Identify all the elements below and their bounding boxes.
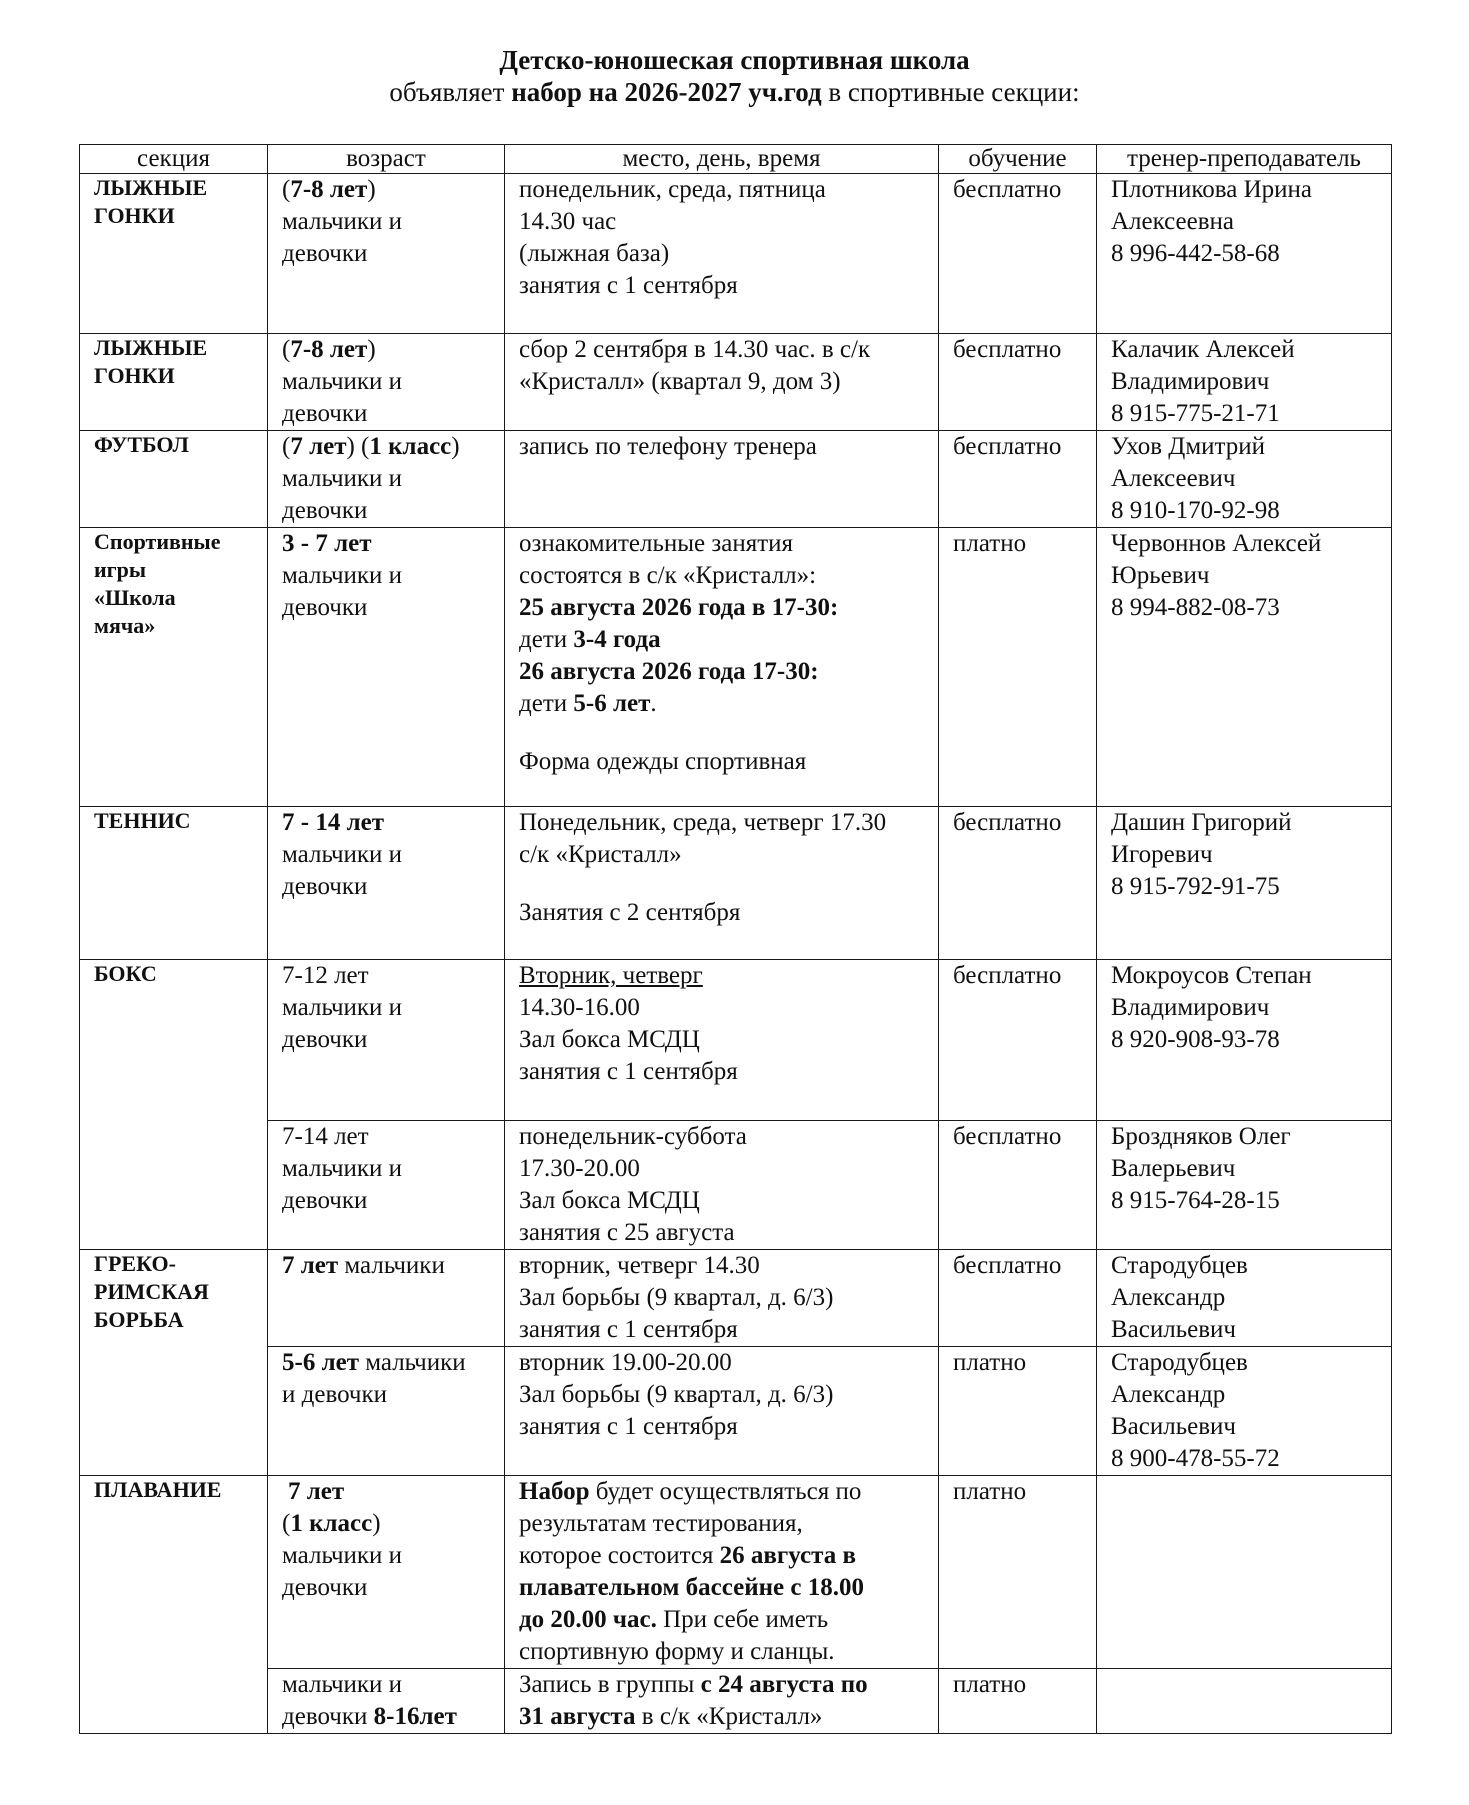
header-coach: тренер-преподаватель: [1097, 145, 1392, 174]
table-row: [80, 807, 1392, 960]
section-cell: ГРЕКО- РИМСКАЯ БОРЬБА: [80, 1250, 268, 1476]
coach-cell: [1097, 1669, 1392, 1734]
announcement-heading: [0, 44, 1469, 108]
school-title: Детско-юношеская спортивная школа: [499, 45, 970, 75]
place-cell: Вторник, четверг 14.30-16.00 Зал бокса МСДЦ занятия с 1 сентября: [505, 960, 939, 1121]
fee-cell: платно: [939, 528, 1097, 807]
age-cell: 7-14 лет мальчики и девочки: [268, 1121, 505, 1250]
fee-cell: бесплатно: [939, 807, 1097, 960]
section-cell: ТЕННИС: [80, 807, 268, 960]
fee-cell: бесплатно: [939, 1250, 1097, 1347]
section-cell: ЛЫЖНЫЕ ГОНКИ: [80, 174, 268, 334]
sections-table: [79, 144, 1392, 1734]
fee-cell: платно: [939, 1669, 1097, 1734]
age-cell: (7-8 лет) мальчики и девочки: [268, 334, 505, 431]
section-cell: ПЛАВАНИЕ: [80, 1476, 268, 1734]
fee-cell: платно: [939, 1476, 1097, 1669]
header-fee: обучение: [939, 145, 1097, 174]
age-cell: (7 лет) (1 класс) мальчики и девочки: [268, 431, 505, 528]
table-row: [80, 1121, 1392, 1250]
header-section: секция: [80, 145, 268, 174]
table-row: [80, 334, 1392, 431]
place-cell: Понедельник, среда, четверг 17.30 с/к «Кристалл» Занятия с 2 сентября: [505, 807, 939, 960]
section-cell: ЛЫЖНЫЕ ГОНКИ: [80, 334, 268, 431]
place-cell: Запись в группы с 24 августа по 31 августа в с/к «Кристалл»: [505, 1669, 939, 1734]
place-cell: понедельник-суббота 17.30-20.00 Зал бокса МСДЦ занятия с 25 августа: [505, 1121, 939, 1250]
table-row: [80, 1347, 1392, 1476]
fee-cell: бесплатно: [939, 334, 1097, 431]
table-header-row: [80, 145, 1392, 174]
age-cell: 5-6 лет мальчики и девочки: [268, 1347, 505, 1476]
coach-cell: Стародубцев Александр Васильевич 8 900-478-55-72: [1097, 1347, 1392, 1476]
place-cell: запись по телефону тренера: [505, 431, 939, 528]
place-cell: Набор будет осуществляться по результатам тестирования, которое состоится 26 августа в плавательном бассейне с 18.00 до 20.00 час. При себе иметь спортивную форму и сланцы.: [505, 1476, 939, 1669]
table-row: [80, 1476, 1392, 1669]
place-cell: понедельник, среда, пятница 14.30 час (лыжная база) занятия с 1 сентября: [505, 174, 939, 334]
table-row: [80, 1250, 1392, 1347]
fee-cell: бесплатно: [939, 431, 1097, 528]
section-cell: ФУТБОЛ: [80, 431, 268, 528]
header-age: возраст: [268, 145, 505, 174]
coach-cell: Стародубцев Александр Васильевич: [1097, 1250, 1392, 1347]
table-row: [80, 960, 1392, 1121]
fee-cell: бесплатно: [939, 174, 1097, 334]
coach-cell: Калачик Алексей Владимирович 8 915-775-21-71: [1097, 334, 1392, 431]
header-place-time: место, день, время: [505, 145, 939, 174]
age-cell: мальчики и девочки 8-16лет: [268, 1669, 505, 1734]
section-cell: БОКС: [80, 960, 268, 1250]
announcement-subtitle: объявляет набор на 2026-2027 уч.год в спортивные секции:: [389, 77, 1080, 107]
table-row: [80, 1669, 1392, 1734]
age-cell: 7 - 14 лет мальчики и девочки: [268, 807, 505, 960]
age-cell: 7-12 лет мальчики и девочки: [268, 960, 505, 1121]
age-cell: 3 - 7 лет мальчики и девочки: [268, 528, 505, 807]
age-cell: 7 лет (1 класс) мальчики и девочки: [268, 1476, 505, 1669]
coach-cell: Мокроусов Степан Владимирович 8 920-908-93-78: [1097, 960, 1392, 1121]
fee-cell: бесплатно: [939, 960, 1097, 1121]
coach-cell: Червоннов Алексей Юрьевич 8 994-882-08-73: [1097, 528, 1392, 807]
age-cell: (7-8 лет) мальчики и девочки: [268, 174, 505, 334]
place-cell: вторник 19.00-20.00 Зал борьбы (9 квартал, д. 6/3) занятия с 1 сентября: [505, 1347, 939, 1476]
fee-cell: бесплатно: [939, 1121, 1097, 1250]
table-row: [80, 431, 1392, 528]
place-cell: ознакомительные занятия состоятся в с/к «Кристалл»: 25 августа 2026 года в 17-30: дети 3-4 года 26 августа 2026 года 17-30: дети 5-6 лет. Форма одежды спортивная: [505, 528, 939, 807]
fee-cell: платно: [939, 1347, 1097, 1476]
coach-cell: [1097, 1476, 1392, 1669]
section-cell: Спортивные игры «Школа мяча»: [80, 528, 268, 807]
age-cell: 7 лет мальчики: [268, 1250, 505, 1347]
coach-cell: Ухов Дмитрий Алексеевич 8 910-170-92-98: [1097, 431, 1392, 528]
coach-cell: Плотникова Ирина Алексеевна 8 996-442-58-68: [1097, 174, 1392, 334]
table-row: [80, 528, 1392, 807]
place-cell: вторник, четверг 14.30 Зал борьбы (9 квартал, д. 6/3) занятия с 1 сентября: [505, 1250, 939, 1347]
table-row: [80, 174, 1392, 334]
coach-cell: Броздняков Олег Валерьевич 8 915-764-28-15: [1097, 1121, 1392, 1250]
place-cell: сбор 2 сентября в 14.30 час. в с/к «Кристалл» (квартал 9, дом 3): [505, 334, 939, 431]
coach-cell: Дашин Григорий Игоревич 8 915-792-91-75: [1097, 807, 1392, 960]
